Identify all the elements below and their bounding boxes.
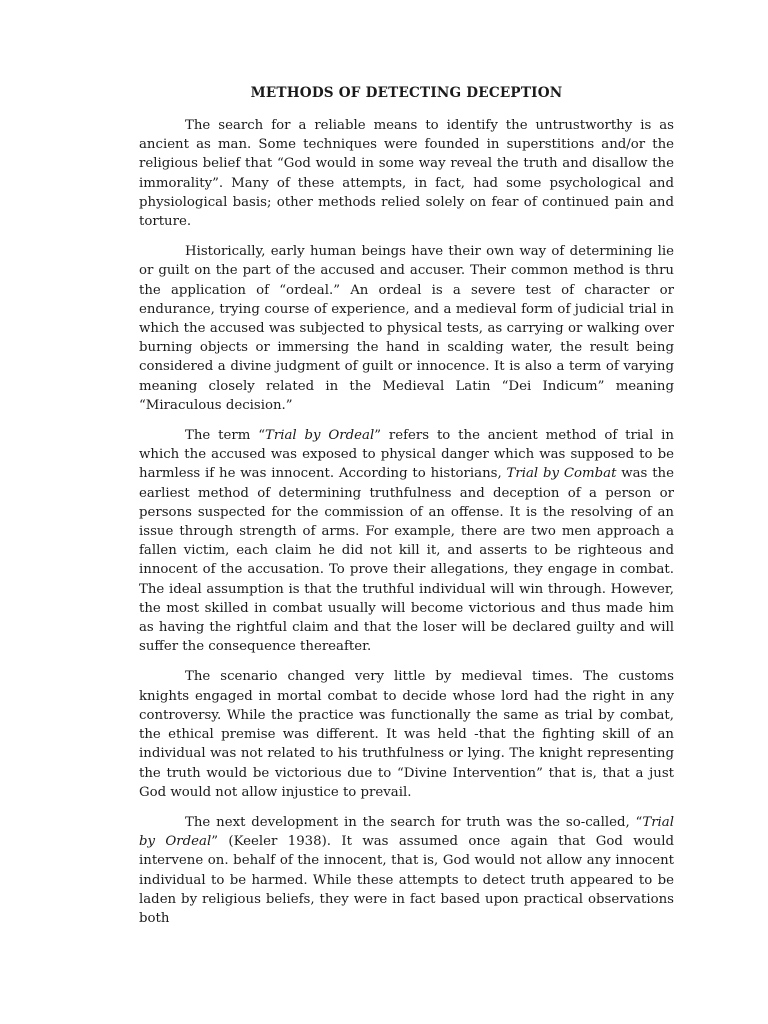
document-title: METHODS OF DETECTING DECEPTION	[250, 85, 563, 101]
paragraph-5	[139, 813, 674, 928]
paragraph-3-text-a: The term “	[185, 428, 265, 444]
paragraph-3-text-e: was the earliest method of determining truthfulness and deception of a person or persons suspected for the commission of an offense. It is the resolving of an issue through strength of arms. For example, there are two men approach a fallen victim, each claim he did not kill it, and asserts to be righteous and innocent of the accusation. To prove their allegations, they engage in combat. The ideal assumption is that the truthful individual will win through. However, the most skilled in combat usually will become victorious and thus made him as having the rightful claim and that the loser will be declared guilty and will suffer the consequence thereafter.	[139, 466, 674, 655]
paragraph-5-text-c: ” (Keeler 1938). It was assumed once again that God would intervene on. behalf of the innocent, that is, God would not allow any innocent individual to be harmed. While these attempts to detect truth appeared to be laden by religious beliefs, they were in fact based upon practical observations both	[139, 834, 674, 926]
paragraph-1: The search for a reliable means to identify the untrustworthy is as ancient as man. Some techniques were founded in superstitions and/or the religious belief that “God would in some way reveal the truth and disallow the immorality”. Many of these attempts, in fact, had some psychological and physiological basis; other methods relied solely on fear of continued pain and torture.	[139, 118, 674, 230]
paragraph-3-italic-trial-by-ordeal: Trial by Ordeal	[265, 428, 375, 444]
paragraph-5-text-a: The next development in the search for truth was the so-called, “	[185, 814, 643, 830]
document-page	[139, 84, 674, 939]
paragraph-4: The scenario changed very little by medieval times. The customs knights engaged in mortal combat to decide whose lord had the right in any controversy. While the practice was functionally the same as trial by combat, the ethical premise was different. It was held -that the fighting skill of an individual was not related to his truthfulness or lying. The knight representing the truth would be victorious due to “Divine Intervention” that is, that a just God would not allow injustice to prevail.	[139, 669, 674, 800]
paragraph-2: Historically, early human beings have their own way of determining lie or guilt on the part of the accused and accuser. Their common method is thru the application of “ordeal.” An ordeal is a severe test of character or endurance, trying course of experience, and a medieval form of judicial trial in which the accused was subjected to physical tests, as carrying or walking over burning objects or immersing the hand in scalding water, the result being considered a divine judgment of guilt or innocence. It is also a term of varying meaning closely related in the Medieval Latin “Dei Indicum” meaning “Miraculous decision.”	[139, 244, 674, 413]
paragraph-3-text-c: ” refers to the ancient method of trial in which the accused was exposed to physical danger which was supposed to be harmless if he was innocent. According to historians,	[139, 428, 674, 482]
paragraph-5-italic-trial-by-ordeal: Trial by Ordeal	[139, 814, 674, 850]
paragraph-3-italic-trial-by-combat: Trial by Combat	[506, 466, 617, 482]
paragraph-3	[139, 426, 674, 656]
